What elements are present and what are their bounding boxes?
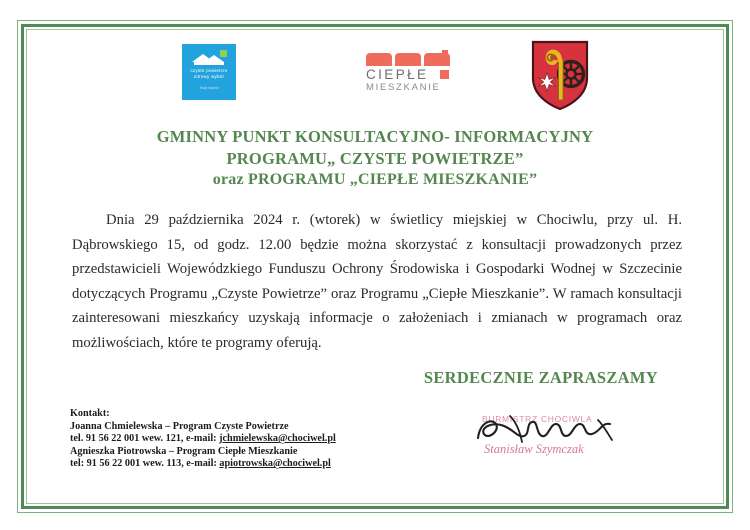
house-icon <box>192 50 226 65</box>
title-line-3: oraz PROGRAMU „CIEPŁE MIESZKANIE” <box>212 171 538 188</box>
logo-row <box>34 36 716 116</box>
contact-line-1 <box>70 433 336 446</box>
closing-invitation: SERDECZNIE ZAPRASZAMY <box>423 368 658 387</box>
chimney-icon <box>442 50 448 62</box>
czyste-powietrze-line2: zdrowy wybór <box>193 74 225 79</box>
body-paragraph: Dnia 29 października 2024 r. (wtorek) w świetlicy miejskiej w Chociwlu, przy ul. H. Dąbrowskiego 15, od godz. 12.00 będzie można skorzystać z konsultacji prowadzonych przez przedstawicieli Wojewódzkiego Funduszu Ochrony Środowiska i Gospodarki Wodnej w Szczecinie dotyczących Programu „Czyste Powietrze” oraz Programu „Ciepłe Mieszkanie”. W ramach konsultacji zainteresowani mieszkańcy uzyskają informacje o założeniach i zmianach w programach oraz możliwościach, które te programy oferują. <box>72 212 682 351</box>
signature-block <box>464 408 664 470</box>
herb-gminy-chociwel <box>529 38 591 112</box>
cieple-mieszkanie-line2: MIESZKANIE <box>366 82 441 93</box>
accent-square-icon <box>440 70 449 79</box>
page-title <box>34 126 716 191</box>
contact-line-2 <box>70 458 336 471</box>
contact-email-1[interactable]: jchmielewska@chociwel.pl <box>219 433 336 445</box>
signature-office-title: BURMISTRZ CHOCIWLA <box>482 414 593 424</box>
contact-block <box>70 408 336 471</box>
title-line-1: GMINNY PUNKT KONSULTACYJNO- INFORMACYJNY <box>156 127 594 146</box>
coat-of-arms-icon <box>529 38 591 112</box>
contact-heading: Kontakt: <box>70 408 110 419</box>
contact-person-1: Joanna Chmielewska – Program Czyste Powietrze <box>70 420 289 432</box>
signature-name: Stanisław Szymczak <box>484 442 584 456</box>
title-line-2: PROGRAMU„ CZYSTE POWIETRZE” <box>226 148 524 168</box>
handwritten-signature-icon <box>470 412 630 446</box>
document-content <box>34 36 716 497</box>
contact-email-2[interactable]: apiotrowska@chociwel.pl <box>219 458 331 470</box>
rooftops-icon <box>366 50 450 66</box>
contact-phone-1: tel. 91 56 22 001 wew. 121, e-mail: <box>70 433 217 445</box>
czyste-powietrze-tagline: Twój wybór <box>198 85 219 90</box>
czyste-powietrze-line1: czyste powietrze <box>190 68 228 73</box>
czyste-powietrze-logo <box>182 44 236 100</box>
check-mark-icon <box>220 50 227 57</box>
contact-person-2: Agnieszka Piotrowska – Program Ciepłe Mieszkanie <box>70 445 298 457</box>
cieple-mieszkanie-line1: CIEPŁE <box>366 67 429 82</box>
cieple-mieszkanie-logo <box>352 50 464 96</box>
contact-phone-2: tel: 91 56 22 001 wew. 113, e-mail: <box>70 458 217 470</box>
body-text <box>72 208 682 355</box>
